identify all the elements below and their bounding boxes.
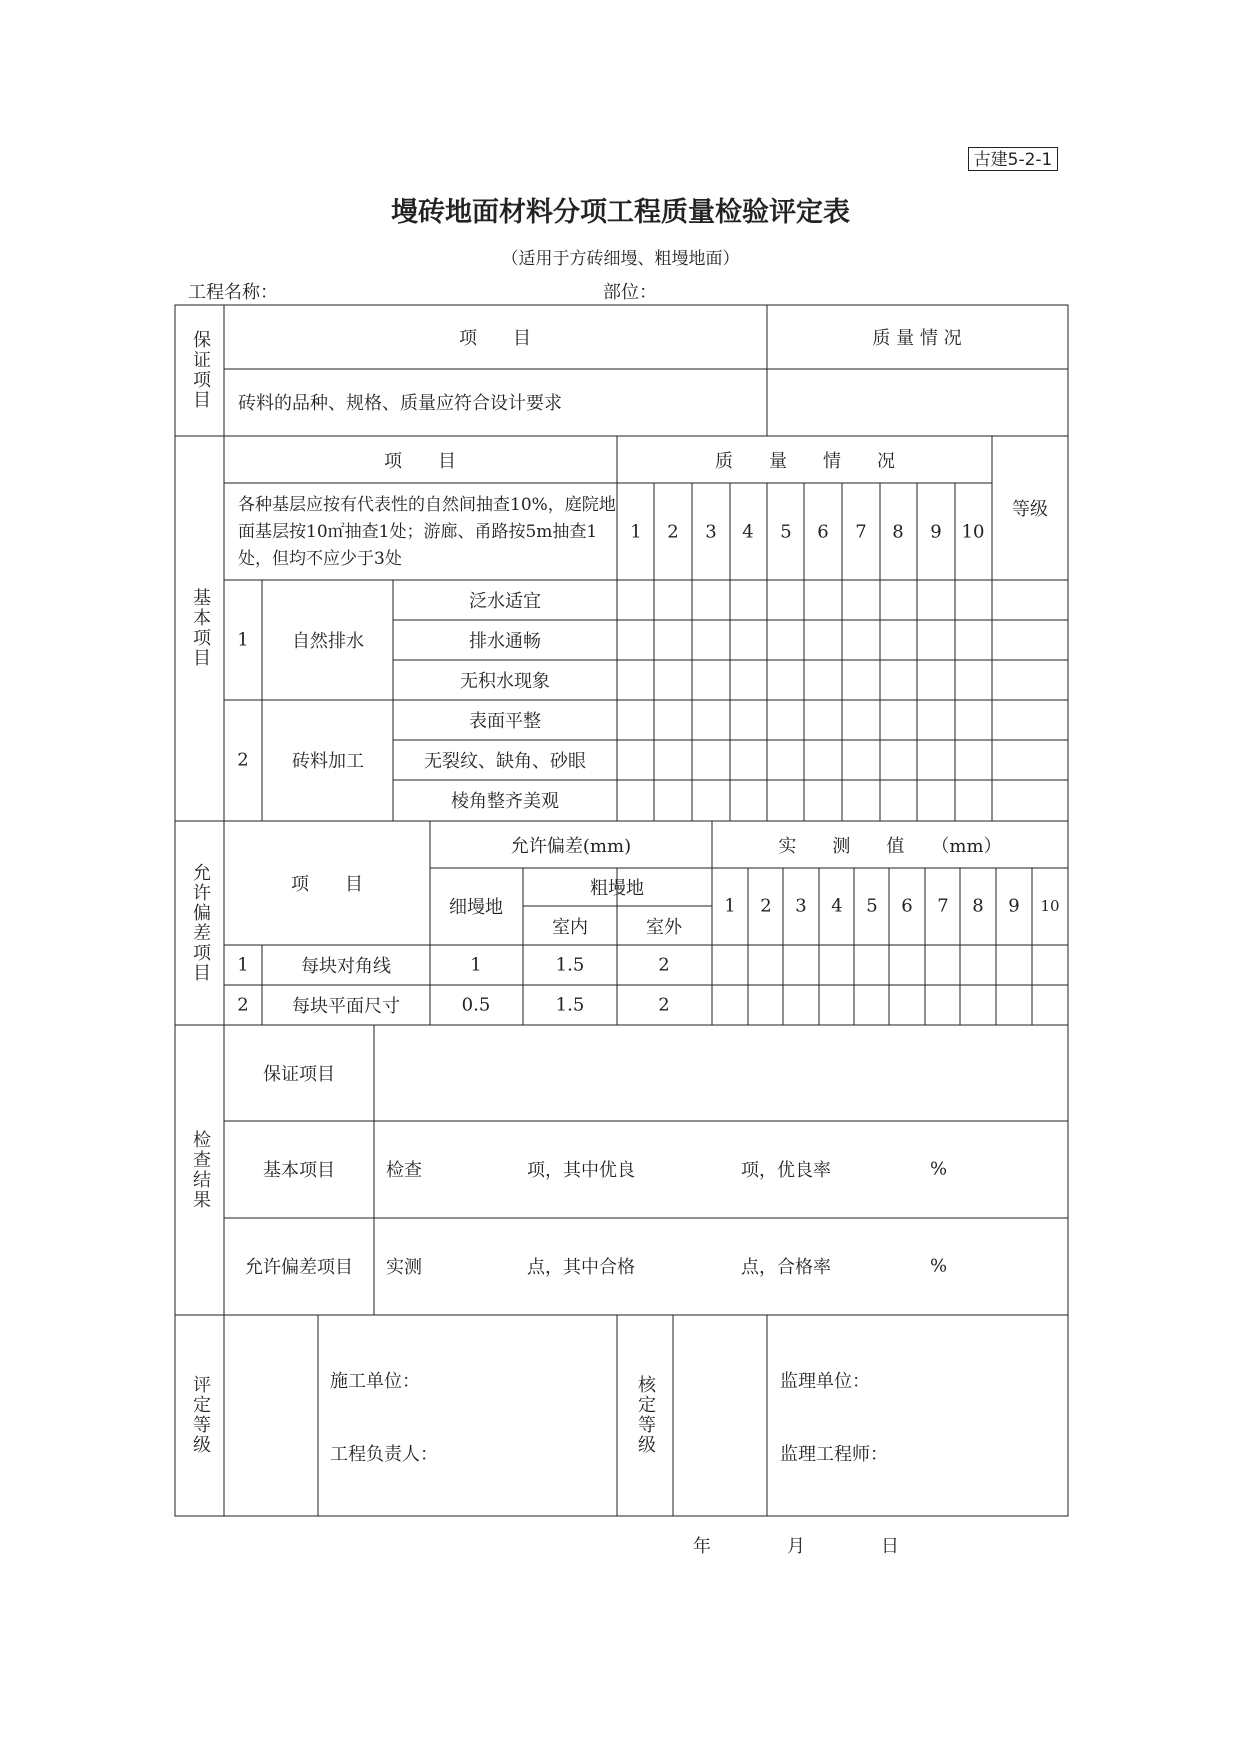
check-tolerance-text-d: % — [930, 1255, 948, 1277]
project-leader-label: 工程负责人： — [330, 1444, 438, 1465]
tolerance-item-header: 项 目 — [291, 874, 363, 895]
check-basic-text-d: % — [930, 1158, 948, 1180]
basic-point-5: 5 — [780, 521, 792, 543]
check-basic-label: 基本项目 — [263, 1160, 335, 1181]
form-subtitle: （适用于方砖细墁、粗墁地面） — [501, 249, 740, 269]
tolerance-row-indoor: 1.5 — [555, 994, 585, 1016]
tolerance-row-name: 每块平面尺寸 — [292, 996, 400, 1017]
eval-grade-label: 评定等级 — [190, 1375, 211, 1455]
tolerance-row-fine: 1 — [470, 954, 482, 976]
tolerance-indoor-label: 室内 — [552, 917, 588, 938]
tolerance-point-4: 4 — [831, 895, 843, 917]
tolerance-rough-label: 粗墁地 — [590, 878, 644, 899]
basic-group-no: 2 — [237, 749, 249, 771]
basic-point-7: 7 — [855, 521, 867, 543]
basic-criterion: 棱角整齐美观 — [451, 791, 559, 812]
supervision-unit-label: 监理单位： — [780, 1371, 870, 1392]
tolerance-row-name: 每块对角线 — [301, 956, 391, 977]
construction-unit-label: 施工单位： — [330, 1371, 420, 1392]
basic-criterion: 无裂纹、缺角、砂眼 — [424, 751, 586, 772]
guarantee-item-text: 砖料的品种、规格、质量应符合设计要求 — [238, 393, 562, 414]
tolerance-outdoor-label: 室外 — [646, 917, 682, 938]
basic-point-3: 3 — [705, 521, 717, 543]
tolerance-point-1: 1 — [724, 895, 736, 917]
tolerance-fine-label: 细墁地 — [449, 897, 503, 918]
basic-criterion: 无积水现象 — [460, 671, 550, 692]
tolerance-row-no: 1 — [237, 954, 249, 976]
basic-point-8: 8 — [892, 521, 904, 543]
tolerance-allow-header: 允许偏差(mm) — [510, 836, 632, 857]
basic-point-2: 2 — [667, 521, 679, 543]
tolerance-point-8: 8 — [972, 895, 984, 917]
date-year: 年 — [693, 1536, 711, 1557]
tolerance-point-2: 2 — [760, 895, 772, 917]
tolerance-point-9: 9 — [1008, 895, 1020, 917]
project-name-label: 工程名称： — [188, 282, 278, 303]
basic-point-6: 6 — [817, 521, 829, 543]
basic-quality-header: 质 量 情 况 — [715, 451, 895, 472]
check-tolerance-text-a: 实测 — [386, 1257, 422, 1278]
date-month: 月 — [787, 1536, 805, 1557]
form-code: 古建5-2-1 — [968, 147, 1058, 171]
tolerance-point-5: 5 — [866, 895, 878, 917]
tolerance-point-7: 7 — [937, 895, 949, 917]
guarantee-quality-header: 质 量 情 况 — [872, 328, 962, 349]
tolerance-row-no: 2 — [237, 994, 249, 1016]
basic-section-label: 基本项目 — [190, 588, 211, 668]
tolerance-measured-header: 实 测 值 （mm） — [778, 836, 1002, 857]
basic-point-1: 1 — [630, 521, 642, 543]
check-basic-text-a: 检查 — [386, 1160, 422, 1181]
tolerance-section-label: 允许偏差项目 — [190, 863, 211, 983]
basic-point-9: 9 — [930, 521, 942, 543]
tolerance-row-indoor: 1.5 — [555, 954, 585, 976]
verify-grade-label: 核定等级 — [635, 1375, 656, 1455]
check-basic-text-c: 项，优良率 — [741, 1160, 831, 1181]
guarantee-section-label: 保证项目 — [190, 330, 211, 410]
basic-point-10: 10 — [961, 521, 985, 543]
basic-group-no: 1 — [237, 629, 249, 651]
tolerance-row-outdoor: 2 — [658, 954, 670, 976]
basic-criterion: 排水通畅 — [469, 631, 541, 652]
location-label: 部位： — [603, 282, 657, 303]
basic-item-header: 项 目 — [384, 451, 456, 472]
check-tolerance-text-c: 点，合格率 — [741, 1257, 831, 1278]
tolerance-row-fine: 0.5 — [461, 994, 491, 1016]
tolerance-point-6: 6 — [901, 895, 913, 917]
basic-point-4: 4 — [742, 521, 754, 543]
date-day: 日 — [881, 1536, 899, 1557]
basic-instructions: 各种基层应按有代表性的自然间抽查10%，庭院地面基层按10㎡抽查1处；游廊、甬路按5m抽查1处，但均不应少于3处 — [238, 495, 616, 569]
check-guarantee-label: 保证项目 — [263, 1064, 335, 1085]
basic-group-name: 砖料加工 — [292, 751, 364, 772]
check-basic-text-b: 项，其中优良 — [527, 1160, 635, 1181]
basic-criterion: 表面平整 — [469, 711, 541, 732]
tolerance-point-10: 10 — [1040, 897, 1060, 915]
basic-group-name: 自然排水 — [292, 631, 364, 652]
tolerance-row-outdoor: 2 — [658, 994, 670, 1016]
tolerance-point-3: 3 — [795, 895, 807, 917]
check-tolerance-label: 允许偏差项目 — [245, 1257, 353, 1278]
form-title: 墁砖地面材料分项工程质量检验评定表 — [391, 197, 850, 228]
basic-grade-header: 等级 — [1012, 499, 1048, 520]
supervision-engineer-label: 监理工程师： — [780, 1444, 888, 1465]
guarantee-item-header: 项 目 — [459, 328, 531, 349]
basic-criterion: 泛水适宜 — [469, 591, 541, 612]
check-tolerance-text-b: 点，其中合格 — [527, 1257, 635, 1278]
check-section-label: 检查结果 — [190, 1130, 211, 1210]
